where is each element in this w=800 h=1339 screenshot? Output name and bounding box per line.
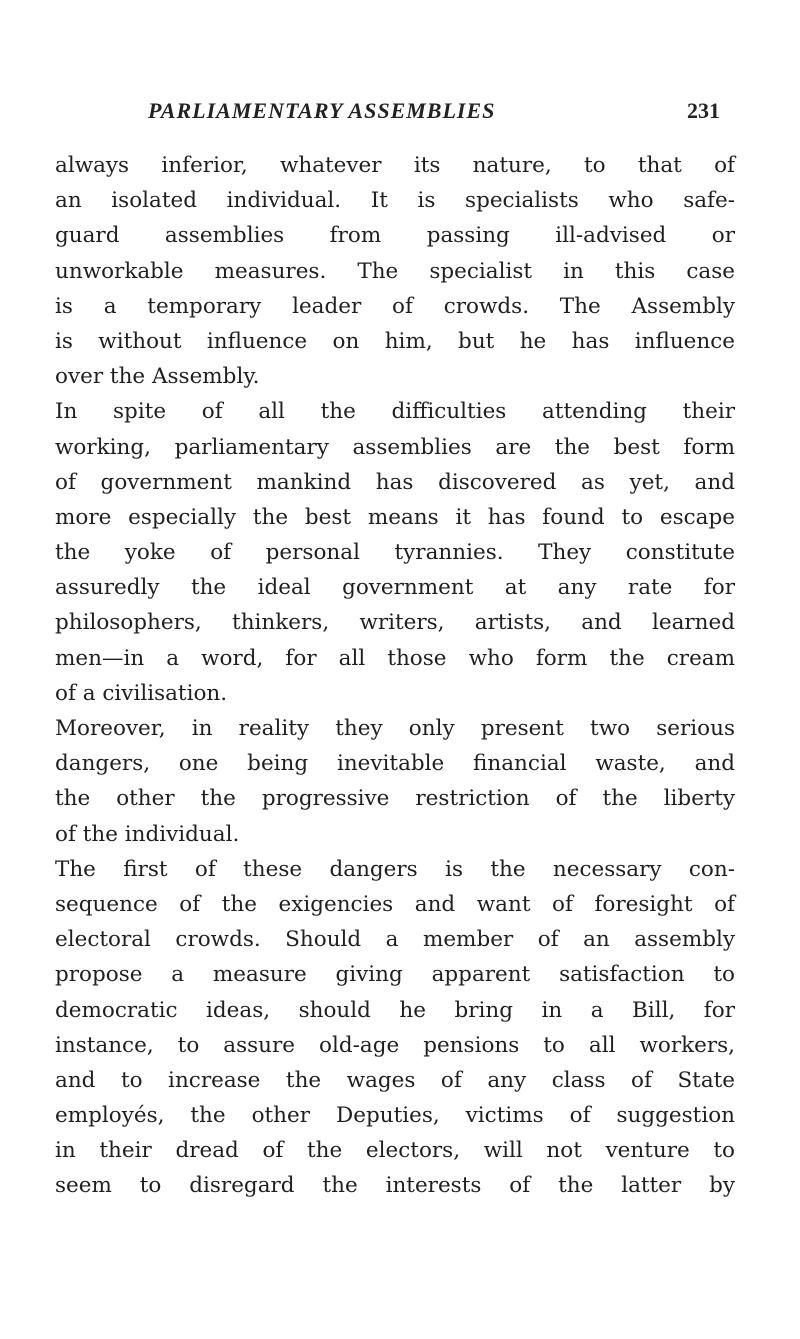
text-line: the other the progressive restriction of the liberty	[55, 786, 735, 812]
text-line: and to increase the wages of any class of State	[55, 1067, 735, 1093]
text-line: the yoke of personal tyrannies. They constitute	[55, 540, 735, 566]
body-text	[55, 148, 735, 1204]
text-line: of the individual.	[55, 821, 240, 847]
text-line: in their dread of the electors, will not venture to	[55, 1138, 735, 1164]
text-line: of government mankind has discovered as yet, and	[55, 469, 735, 495]
text-line: seem to disregard the interests of the latter by	[55, 1173, 735, 1199]
running-head	[120, 98, 720, 138]
text-line: In spite of all the difficulties attending their	[55, 399, 735, 425]
text-line: employés, the other Deputies, victims of suggestion	[55, 1103, 735, 1129]
text-line: Moreover, in reality they only present two serious	[55, 716, 735, 741]
text-line: guard assemblies from passing ill-advised or	[55, 223, 735, 249]
page-number: 231	[687, 98, 720, 123]
text-line: over the Assembly.	[55, 364, 260, 390]
text-line: instance, to assure old-age pensions to all workers,	[55, 1032, 735, 1058]
text-line: always inferior, whatever its nature, to that of	[55, 153, 735, 178]
text-line: working, parliamentary assemblies are the best form	[55, 434, 735, 460]
text-line: philosophers, thinkers, writers, artists, and learned	[55, 610, 735, 636]
text-line: propose a measure giving apparent satisfaction to	[55, 962, 735, 988]
text-line: is a temporary leader of crowds. The Assembly	[55, 293, 735, 319]
text-line: democratic ideas, should he bring in a Bill, for	[55, 997, 735, 1023]
text-line: The first of these dangers is the necessary con-	[55, 856, 735, 882]
text-line: of a civilisation.	[55, 680, 228, 706]
text-line: electoral crowds. Should a member of an assembly	[55, 927, 735, 953]
text-line: an isolated individual. It is specialists who safe-	[55, 188, 735, 214]
running-title: PARLIAMENTARY ASSEMBLIES	[148, 98, 496, 123]
text-line: men—in a word, for all those who form the cream	[55, 645, 735, 671]
text-line: assuredly the ideal government at any rate for	[55, 575, 735, 601]
text-line: dangers, one being inevitable financial waste, and	[55, 751, 735, 777]
text-line: sequence of the exigencies and want of foresight of	[55, 891, 735, 917]
text-line: more especially the best means it has found to escape	[55, 504, 735, 530]
text-line: is without influence on him, but he has influence	[55, 328, 735, 354]
text-line: unworkable measures. The specialist in this case	[55, 258, 735, 284]
